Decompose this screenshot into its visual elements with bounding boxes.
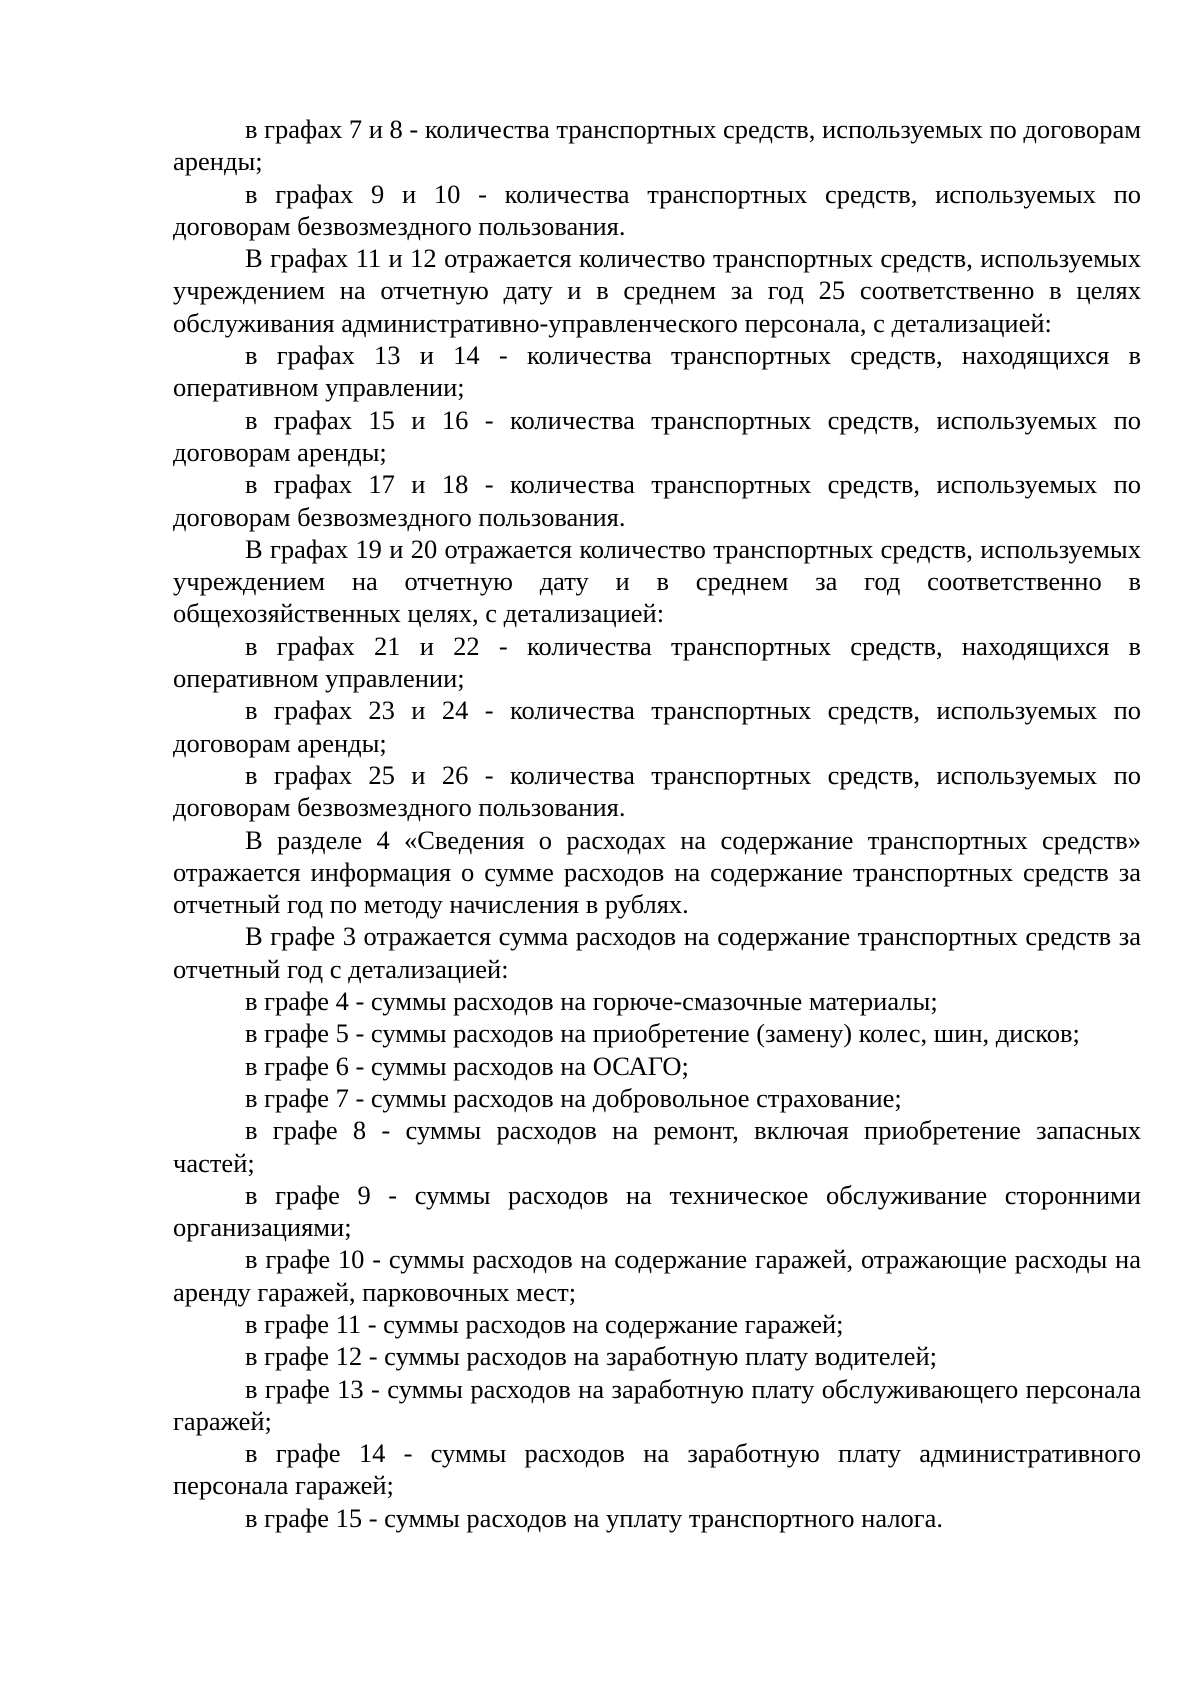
paragraph: В разделе 4 «Сведения о расходах на содержание транспортных средств» отражается информация о сумме расходов на содержание транспортных средств за отчетный год по методу начисления в рублях. — [173, 824, 1141, 920]
paragraph: в графе 11 - суммы расходов на содержание гаражей; — [245, 1308, 844, 1339]
paragraph: в графах 13 и 14 - количества транспортных средств, находящихся в оперативном управлении; — [173, 340, 1141, 403]
paragraph: в графах 25 и 26 - количества транспортных средств, используемых по договорам безвозмездного пользования. — [173, 759, 1141, 823]
paragraph: в графе 10 - суммы расходов на содержание гаражей, отражающие расходы на аренду гаражей, парковочных мест; — [173, 1244, 1141, 1307]
paragraph: в графе 12 - суммы расходов на заработную плату водителей; — [245, 1341, 938, 1372]
paragraph: в графах 9 и 10 - количества транспортных средств, используемых по договорам безвозмездного пользования. — [173, 178, 1141, 241]
paragraph: в графе 5 - суммы расходов на приобретение (замену) колес, шин, дисков; — [245, 1018, 1080, 1049]
paragraph: в графе 8 - суммы расходов на ремонт, включая приобретение запасных частей; — [173, 1115, 1141, 1178]
paragraph: В графах 11 и 12 отражается количество транспортных средств, используемых учреждением на отчетную дату и в среднем за год 25 соответственно в целях обслуживания административно-управленческого персонала, с детализацией: — [173, 243, 1141, 338]
paragraph: в графах 21 и 22 - количества транспортных средств, находящихся в оперативном управлении; — [173, 630, 1141, 694]
paragraph: в графе 14 - суммы расходов на заработную плату административного персонала гаражей; — [173, 1438, 1141, 1501]
paragraph: в графе 4 - суммы расходов на горюче-смазочные материалы; — [245, 986, 938, 1017]
paragraph: в графе 13 - суммы расходов на заработную плату обслуживающего персонала гаражей; — [173, 1373, 1141, 1436]
paragraph: в графе 7 - суммы расходов на добровольное страхование; — [245, 1082, 902, 1113]
paragraph: в графе 15 - суммы расходов на уплату транспортного налога. — [245, 1502, 944, 1533]
paragraph: в графе 6 - суммы расходов на ОСАГО; — [245, 1050, 689, 1081]
paragraph: в графах 17 и 18 - количества транспортных средств, используемых по договорам безвозмездного пользования. — [173, 469, 1141, 532]
paragraph: В графе 3 отражается сумма расходов на содержание транспортных средств за отчетный год с детализацией: — [173, 921, 1141, 984]
document-body — [173, 113, 1141, 1534]
paragraph: в графах 23 и 24 - количества транспортных средств, используемых по договорам аренды; — [173, 695, 1141, 758]
paragraph: В графах 19 и 20 отражается количество транспортных средств, используемых учреждением на отчетную дату и в среднем за год соответственно в общехозяйственных целях, с детализацией: — [173, 533, 1141, 629]
paragraph: в графах 7 и 8 - количества транспортных средств, используемых по договорам аренды; — [173, 114, 1141, 177]
paragraph: в графах 15 и 16 - количества транспортных средств, используемых по договорам аренды; — [173, 404, 1141, 467]
paragraph: в графе 9 - суммы расходов на техническое обслуживание сторонними организациями; — [173, 1179, 1141, 1243]
